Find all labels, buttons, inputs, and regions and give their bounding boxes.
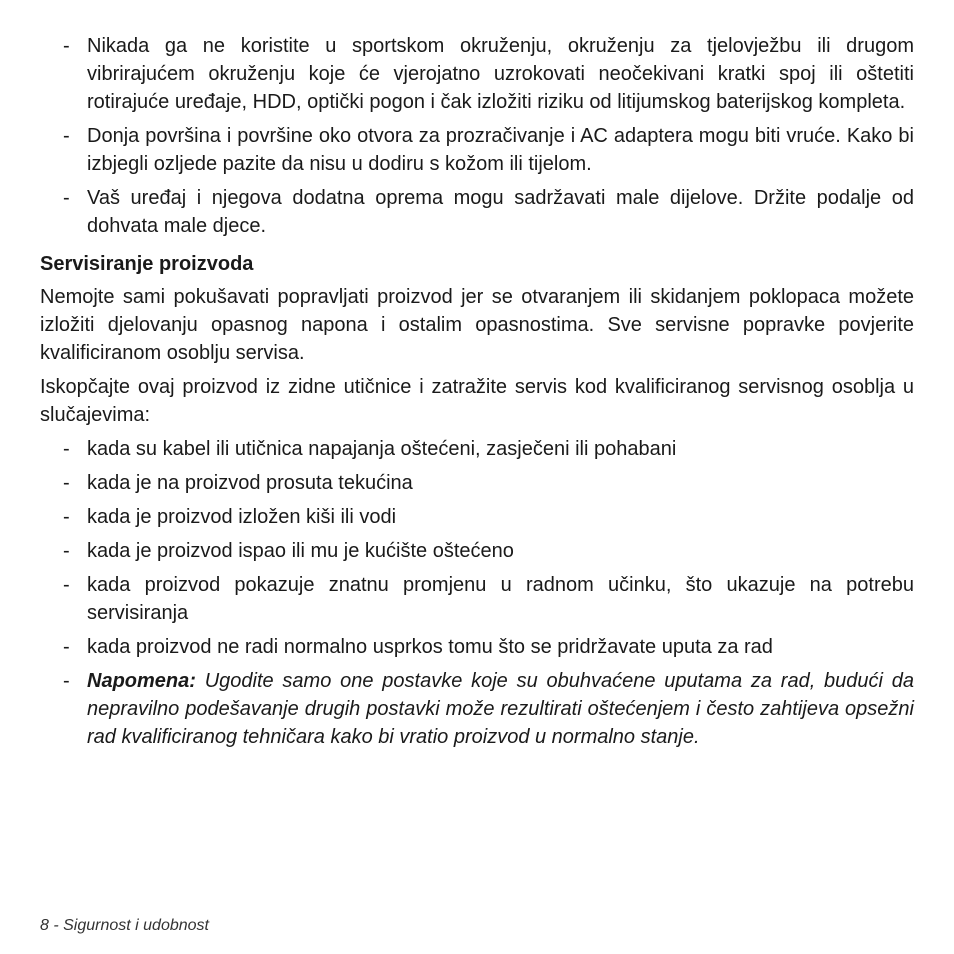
safety-bullet-list — [40, 32, 914, 240]
dash-marker: - — [63, 506, 70, 528]
list-item-text: kada je na proizvod prosuta tekućina — [87, 472, 413, 494]
dash-marker: - — [63, 574, 70, 596]
list-item — [40, 435, 914, 463]
note-item — [40, 667, 914, 751]
list-item — [40, 633, 914, 661]
list-item — [40, 32, 914, 116]
paragraph: Nemojte sami pokušavati popravljati proizvod jer se otvaranjem ili skidanjem poklopaca možete izložiti djelovanju opasnog napona i ostalim opasnostima. Sve servisne popravke povjerite kvalificiranom osoblju servisa. — [40, 286, 914, 364]
dash-marker: - — [63, 125, 70, 147]
page-footer: 8 - Sigurnost i udobnost — [40, 917, 209, 934]
list-item-text: Vaš uređaj i njegova dodatna oprema mogu sadržavati male dijelove. Držite podalje od dohvata male djece. — [87, 187, 914, 237]
list-item-text: kada su kabel ili utičnica napajanja oštećeni, zasječeni ili pohabani — [87, 438, 677, 460]
list-item — [40, 184, 914, 240]
dash-marker: - — [63, 472, 70, 494]
section-heading: Servisiranje proizvoda — [40, 253, 254, 275]
dash-marker: - — [63, 540, 70, 562]
list-item-text: Donja površina i površine oko otvora za prozračivanje i AC adaptera mogu biti vruće. Kako bi izbjegli ozljede pazite da nisu u dodiru s kožom ili tijelom. — [87, 125, 914, 175]
paragraph: Iskopčajte ovaj proizvod iz zidne utičnice i zatražite servis kod kvalificiranog servisnog osoblja u slučajevima: — [40, 376, 914, 426]
note-text: Ugodite samo one postavke koje su obuhvaćene uputama za rad, budući da nepravilno podešavanje drugih postavki može rezultirati oštećenjem i često zahtijeva opsežni rad kvalificiranog tehničara kako bi vratio proizvod u normalno stanje. — [87, 670, 915, 748]
list-item — [40, 122, 914, 178]
list-item-text: kada proizvod ne radi normalno usprkos tomu što se pridržavate uputa za rad — [87, 636, 773, 658]
list-item-text: kada je proizvod ispao ili mu je kućište oštećeno — [87, 540, 514, 562]
dash-marker: - — [63, 438, 70, 460]
service-conditions-list — [40, 435, 914, 751]
list-item — [40, 503, 914, 531]
list-item-text: kada proizvod pokazuje znatnu promjenu u radnom učinku, što ukazuje na potrebu servisiranja — [87, 574, 914, 624]
dash-marker: - — [63, 636, 70, 658]
note-label: Napomena: — [87, 670, 196, 692]
list-item — [40, 469, 914, 497]
dash-marker: - — [63, 35, 70, 57]
dash-marker: - — [63, 187, 70, 209]
list-item-text: kada je proizvod izložen kiši ili vodi — [87, 506, 397, 528]
dash-marker: - — [63, 670, 70, 692]
list-item — [40, 571, 914, 627]
list-item — [40, 537, 914, 565]
list-item-text: Nikada ga ne koristite u sportskom okruženju, okruženju za tjelovježbu ili drugom vibrirajućem okruženju koje će vjerojatno uzrokovati neočekivani kratki spoj ili oštetiti rotirajuće uređaje, HDD, optički pogon i čak izložiti riziku od litijumskog baterijskog kompleta. — [87, 35, 914, 113]
document-page — [40, 32, 914, 757]
